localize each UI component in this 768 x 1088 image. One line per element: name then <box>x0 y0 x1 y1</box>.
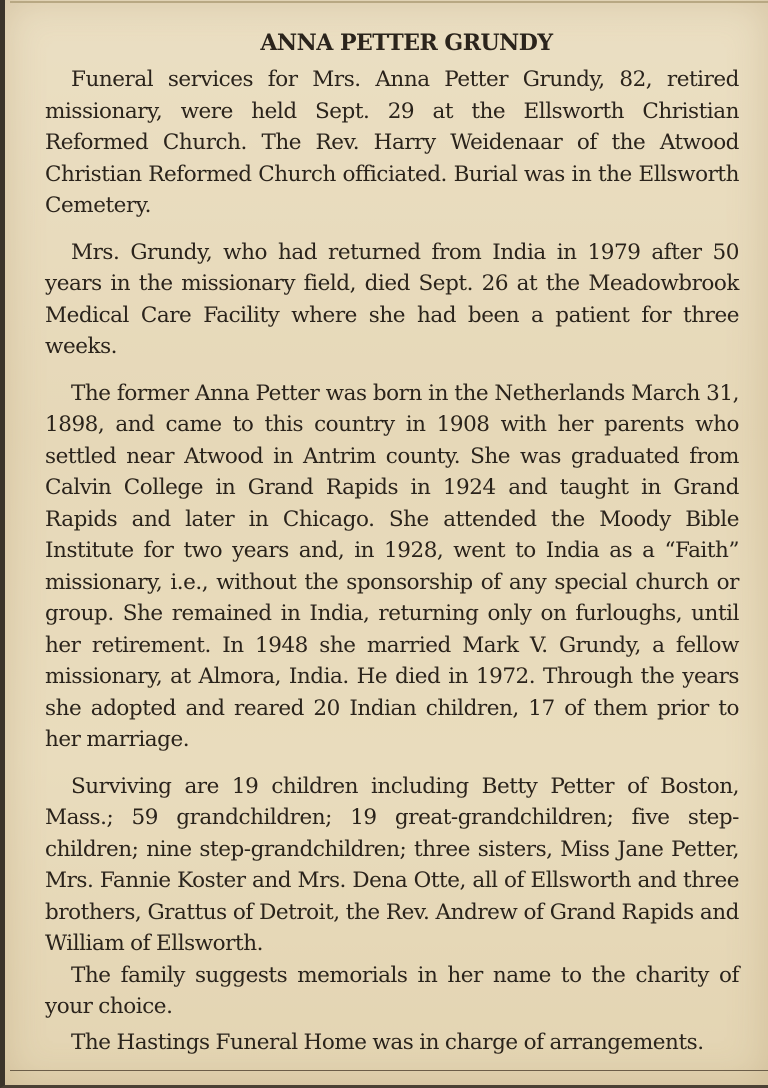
bottom-rule <box>10 1070 768 1071</box>
paragraph-arrangements: The Hastings Funeral Home was in charge of arrangements. <box>71 1029 704 1055</box>
paragraph-memorials: The family suggests memorials in her name to the charity of your choice. <box>45 962 739 1019</box>
obituary-body <box>45 64 739 1058</box>
paragraph-survivors: Surviving are 19 children including Betty Petter of Boston, Mass.; 59 grandchildren; 19 great-grandchildren; five step-children; nine step-grandchildren; three sisters, Miss Jane Petter, Mrs. Fannie Koster and Mrs. Dena Otte, all of Ellsworth and three brothers, Grattus of Detroit, the Rev. Andrew of Grand Rapids and William of Ellsworth. <box>45 773 739 956</box>
obituary-headline: ANNA PETTER GRUNDY <box>260 30 553 56</box>
paragraph-biography: The former Anna Petter was born in the Netherlands March 31, 1898, and came to this country in 1908 with her parents who settled near Atwood in Antrim county. She was graduated from Calvin College in Grand Rapids in 1924 and taught in Grand Rapids and later in Chicago. She attended the Moody Bible Institute for two years and, in 1928, went to India as a “Faith” missionary, i.e., without the sponsorship of any special church or group. She remained in India, returning only on furloughs, until her retirement. In 1948 she married Mark V. Grundy, a fellow missionary, at Almora, India. He died in 1972. Through the years she adopted and reared 20 Indian children, 17 of them prior to her marriage. <box>45 380 739 752</box>
top-rule <box>10 1 768 3</box>
paragraph-death-details: Mrs. Grundy, who had returned from India in 1979 after 50 years in the missionary field, died Sept. 26 at the Meadowbrook Medical Care Facility where she had been a patient for three weeks. <box>45 239 739 359</box>
paragraph-funeral-services: Funeral services for Mrs. Anna Petter Grundy, 82, retired missionary, were held Sept. 29 at the Ellsworth Christian Reformed Church. The Rev. Harry Weidenaar of the Atwood Christian Reformed Church officiated. Burial was in the Ellsworth Cemetery. <box>45 67 739 218</box>
